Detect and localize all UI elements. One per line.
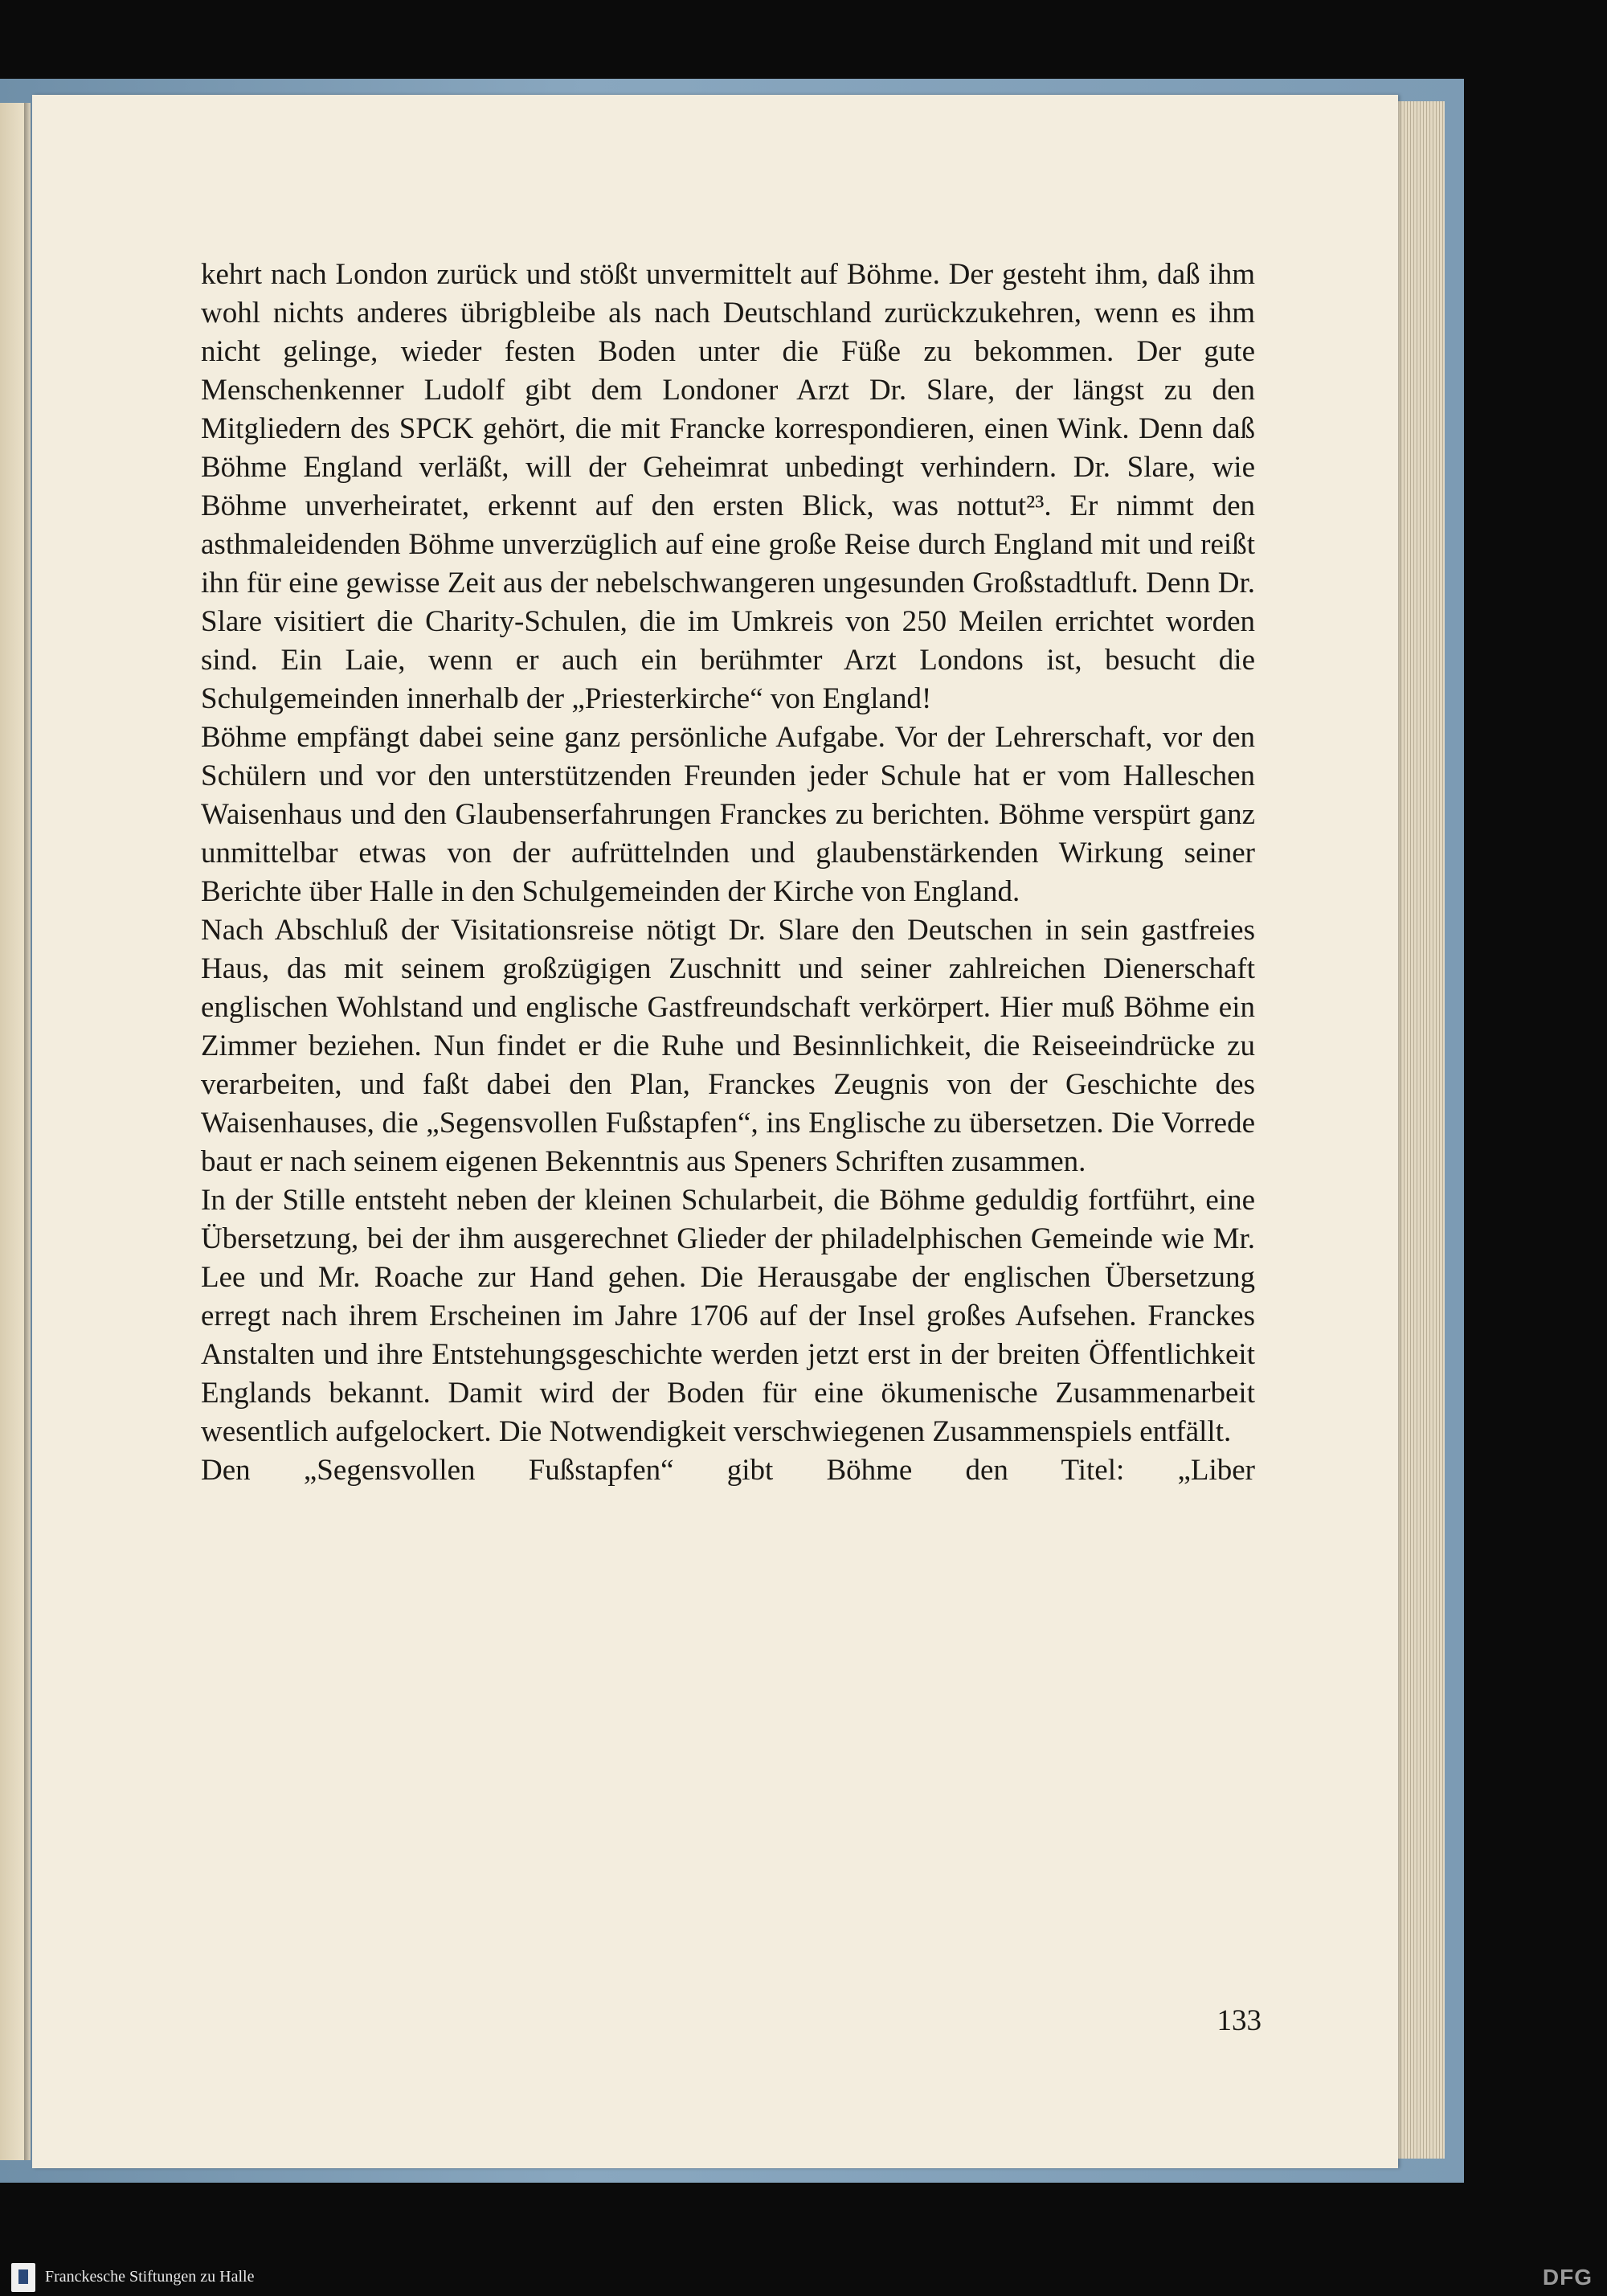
paragraph: Böhme empfängt dabei seine ganz persönliche Aufgabe. Vor der Lehrerschaft, vor den Schülern und vor den unterstützenden Freunden jeder Schule hat er vom Halleschen Waisenhaus und den Glaubenserfahrungen Franckes zu berichten. Böhme verspürt ganz unmittelbar etwas von der aufrüttelnden und glaubenstärkenden Wirkung seiner Berichte über Halle in den Schulgemeinden der Kirche von England. [201,721,1255,908]
institution-name: Franckesche Stiftungen zu Halle [45,2268,255,2286]
page-number: 133 [1216,2004,1261,2037]
paragraph: Den „Segensvollen Fußstapfen“ gibt Böhme den Titel: „Liber [201,1454,1255,1487]
paragraph: In der Stille entsteht neben der kleinen Schularbeit, die Böhme geduldig fortführt, eine Übersetzung, bei der ihm ausgerechnet Glieder der philadelphischen Gemeinde wie Mr. Lee und Mr. Roache zur Hand gehen. Die Herausgabe der englischen Übersetzung erregt nach ihrem Erscheinen im Jahre 1706 auf der Insel großes Aufsehen. Franckes Anstalten und ihre Entstehungsgeschichte werden jetzt erst in der breiten Öffentlichkeit Englands bekannt. Damit wird der Boden für eine ökumenische Zusammenarbeit wesentlich aufgelockert. Die Notwendigkeit verschwiegenen Zusammenspiels entfällt. [201,1184,1255,1448]
gutter-shadow [24,103,32,2160]
book-page [32,95,1398,2168]
page-body [201,256,1255,1490]
paragraph: kehrt nach London zurück und stößt unvermittelt auf Böhme. Der gesteht ihm, daß ihm wohl nichts anderes übrigbleibe als nach Deutschland zurückzukehren, wenn es ihm nicht gelinge, wieder festen Boden unter die Füße zu bekommen. Der gute Menschenkenner Ludolf gibt dem Londoner Arzt Dr. Slare, der längst zu den Mitgliedern des SPCK gehört, die mit Francke korrespondieren, einen Wink. Denn daß Böhme England verläßt, will der Geheimrat unbedingt verhindern. Dr. Slare, wie Böhme unverheiratet, erkennt auf den ersten Blick, was nottut²³. Er nimmt den asthmaleidenden Böhme unverzüglich auf eine große Reise durch England mit und reißt ihn für eine gewisse Zeit aus der nebelschwangeren ungesunden Großstadtluft. Denn Dr. Slare visitiert die Charity-Schulen, die im Umkreis von 250 Meilen errichtet worden sind. Ein Laie, wenn er auch ein berühmter Arzt Londons ist, besucht die Schulgemeinden innerhalb der „Priesterkirche“ von England! [201,258,1255,715]
paragraph: Nach Abschluß der Visitationsreise nötigt Dr. Slare den Deutschen in sein gastfreies Haus, das mit seinem großzügigen Zuschnitt und seiner zahlreichen Dienerschaft englischen Wohlstand und englische Gastfreundschaft verkörpert. Hier muß Böhme ein Zimmer beziehen. Nun findet er die Ruhe und Besinnlichkeit, die Reiseeindrücke zu verarbeiten, und faßt dabei den Plan, Franckes Zeugnis von der Geschichte des Waisenhauses, die „Segensvollen Fußstapfen“, ins Englische zu übersetzen. Die Vorrede baut er nach seinem eigenen Bekenntnis aus Speners Schriften zusammen. [201,914,1255,1178]
viewer-footer [0,2260,1607,2296]
institution-logo-icon [11,2263,35,2292]
dfg-logo: DFG [1542,2265,1593,2290]
